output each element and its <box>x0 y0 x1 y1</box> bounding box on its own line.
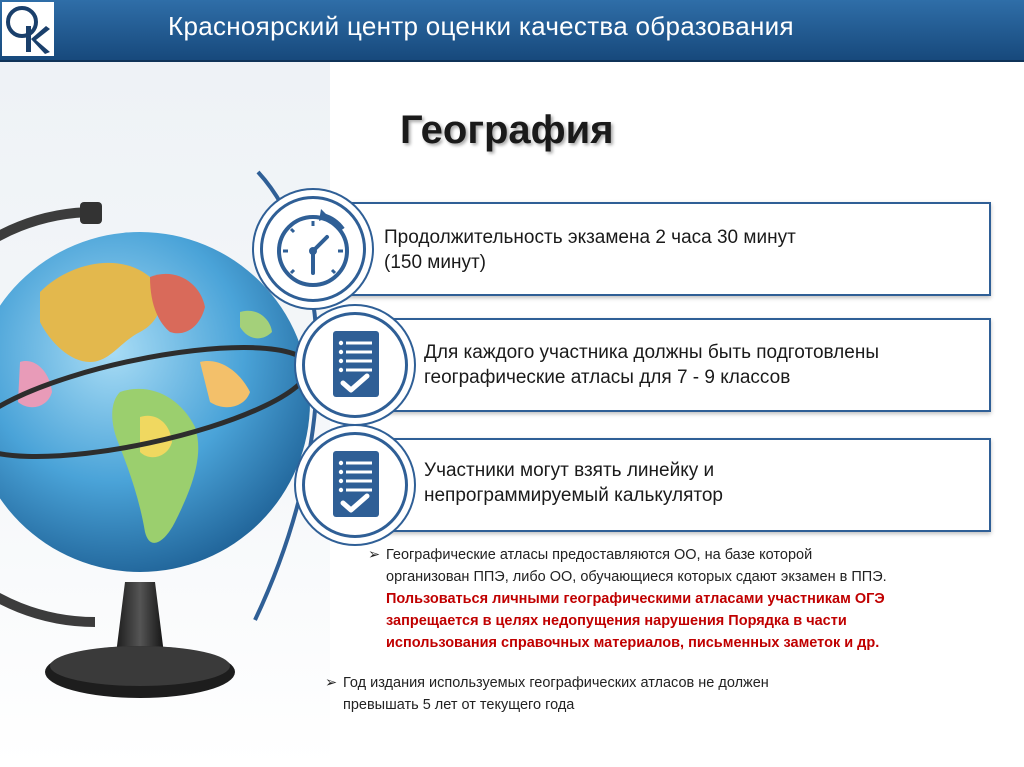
logo <box>2 2 54 56</box>
icon-circle-tools <box>302 432 408 538</box>
icon-circle-atlases <box>302 312 408 418</box>
note-atlases-provided <box>368 544 1008 654</box>
checklist-icon <box>305 435 405 535</box>
arrow-bullet-icon: ➢ <box>368 547 381 563</box>
info-line: географические атласы для 7 - 9 классов <box>424 367 791 388</box>
header-title: Красноярский центр оценки качества образования <box>168 11 794 41</box>
globe-image <box>0 62 330 767</box>
checklist-icon <box>305 315 405 415</box>
logo-mark-icon <box>2 2 54 56</box>
header-bar <box>0 0 1024 62</box>
clock-icon <box>263 199 363 299</box>
warning-line: Пользоваться личными географическими атласами участникам ОГЭ <box>386 591 885 607</box>
arrow-bullet-icon: ➢ <box>325 675 338 691</box>
note-line: Год издания используемых географических атласов не должен <box>343 675 769 691</box>
warning-line: использования справочных материалов, письменных заметок и др. <box>386 635 880 651</box>
page-title: География <box>400 108 614 152</box>
note-line: Географические атласы предоставляются ОО, на базе которой <box>386 547 813 563</box>
info-line: непрограммируемый калькулятор <box>424 485 723 506</box>
info-line: Продолжительность экзамена 2 часа 30 минут <box>384 227 796 248</box>
warning-line: запрещается в целях недопущения нарушения Порядка в части <box>386 613 847 629</box>
note-line: организован ППЭ, либо ОО, обучающиеся которых сдают экзамен в ППЭ. <box>386 569 887 585</box>
info-text-atlases <box>424 340 879 390</box>
note-atlas-year <box>325 672 1005 716</box>
note-line: превышать 5 лет от текущего года <box>343 697 575 713</box>
info-line: (150 минут) <box>384 252 487 273</box>
info-line: Участники могут взять линейку и <box>424 460 715 481</box>
info-text-duration <box>384 225 796 275</box>
info-line: Для каждого участника должны быть подготовлены <box>424 342 879 363</box>
icon-circle-duration <box>260 196 366 302</box>
info-text-tools <box>424 458 723 508</box>
